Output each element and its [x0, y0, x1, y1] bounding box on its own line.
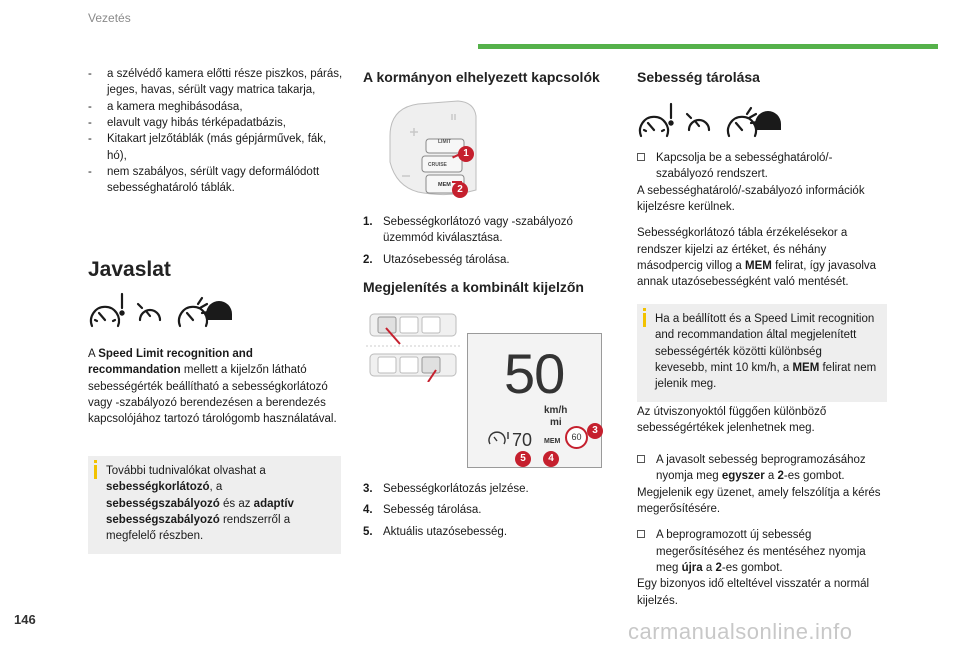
bold-term: MEM — [745, 259, 772, 272]
text-segment: a — [764, 470, 778, 483]
step-result: Egy bizonyos idő elteltével visszatér a normál kijelzés. — [637, 578, 870, 607]
checkbox-icon — [637, 153, 645, 161]
legend-text: Sebesség tárolása. — [383, 504, 482, 517]
step-2 — [637, 452, 887, 485]
mem-label: MEM — [438, 182, 451, 188]
text-segment: felirat nem jelenik meg. — [655, 361, 877, 391]
program-instructions — [637, 452, 887, 609]
mem-indicator: MEM — [544, 438, 561, 445]
set-speed-value: 70 — [512, 430, 533, 450]
info-note-box — [637, 304, 887, 402]
callout-1: 1 — [458, 146, 474, 162]
text-segment: mellett a kijelzőn látható sebességérték beállítható a sebességkorlátozó vagy -szabályozó berendezésen a berendezés kapcsolójához tartozó tárológomb használatával. — [88, 364, 337, 426]
callout-2: 2 — [452, 182, 468, 198]
speedometer-icons — [637, 100, 797, 144]
bold-term: 2 — [715, 561, 722, 574]
list-item: - a kamera meghibásodása, — [88, 99, 343, 115]
section-title-steering-switches: A kormányon elhelyezett kapcsolók — [363, 69, 600, 85]
recommendation-paragraph — [88, 346, 345, 428]
speed-limit-icons — [88, 290, 248, 334]
text-segment: rendszerről a megfelelő részben. — [106, 513, 291, 543]
callout-3: 3 — [587, 423, 603, 439]
limit-label: LIMIT — [438, 139, 452, 145]
bold-term: MEM — [792, 361, 820, 374]
display-legend — [363, 481, 603, 545]
section-title-combined-display: Megjelenítés a kombinált kijelzőn — [363, 279, 584, 295]
section-accent-bar — [478, 44, 938, 49]
step-text: Kapcsolja be a sebességhatároló/-szabályozó rendszert. — [656, 152, 833, 181]
condition-list-block — [88, 66, 343, 197]
speed-unit-mi: mi — [550, 417, 562, 428]
info-icon — [94, 465, 97, 479]
bold-term: sebességkorlátozó — [106, 481, 210, 494]
text-segment: Ha a beállított és a Speed Limit recognition and recommandation által megjelenített sebességérték közötti különbség kevesebb, mint 10 km/h, a — [655, 313, 875, 374]
list-item: - nem szabályos, sérült vagy deformálódott sebességhatároló táblák. — [88, 164, 343, 197]
legend-item — [363, 214, 603, 247]
legend-item — [363, 524, 603, 540]
cluster-switches — [366, 312, 460, 382]
legend-item — [363, 502, 603, 518]
text-segment: További tudnivalókat olvashat a — [106, 465, 266, 477]
info-icon — [643, 313, 646, 327]
legend-item — [363, 252, 603, 268]
feature-name: Speed Limit recognition and recommandation — [88, 348, 253, 377]
legend-text: Sebességkorlátozó vagy -szabályozó üzemmód kiválasztása. — [383, 216, 573, 245]
checkbox-icon — [637, 530, 645, 538]
bold-term: 2 — [777, 470, 784, 483]
text-segment: -es gombot. — [721, 561, 783, 574]
page-number: 146 — [14, 612, 36, 627]
section-header: Vezetés — [88, 11, 131, 25]
step-3 — [637, 527, 887, 576]
condition-list — [88, 66, 343, 197]
steering-switch-illustration — [388, 96, 488, 198]
speed-unit-kmh: km/h — [544, 405, 568, 416]
list-item: - elavult vagy hibás térképadatbázis, — [88, 115, 343, 131]
legend-item — [363, 481, 603, 497]
cruise-label: CRUISE — [428, 162, 447, 168]
bold-term: egyszer — [721, 470, 765, 483]
detection-paragraph — [637, 225, 887, 290]
instrument-cluster-display — [467, 333, 602, 468]
watermark: carmanualsonline.info — [628, 619, 853, 644]
speed-storage-icons — [637, 100, 797, 144]
step-result: Megjelenik egy üzenet, amely felszólítja a kérés megerősítésére. — [637, 486, 881, 515]
text-segment: és az — [219, 497, 254, 510]
text-segment: , a — [209, 481, 223, 494]
cluster-switch-illustration — [366, 312, 460, 382]
text-segment: A — [88, 348, 99, 360]
text-segment: Sebességkorlátozó tábla érzékelésekor a rendszer kijelzi az értéket, és néhány másodpercig villog a — [637, 227, 848, 272]
speedometer-icons — [88, 290, 248, 334]
list-item: - Kitakart jelzőtáblák (más gépjárművek, fák, hó), — [88, 131, 343, 164]
text-segment: A beprogramozott új sebesség megerősítéséhez és mentéséhez nyomja meg — [656, 529, 866, 574]
section-title-javaslat: Javaslat — [88, 258, 171, 281]
step-result: A sebességhatároló/-szabályozó információk kijelzésre kerülnek. — [637, 184, 865, 213]
legend-number: 4. — [363, 504, 373, 517]
bold-term: sebességszabályozó — [106, 497, 220, 510]
list-item: - a szélvédő kamera előtti része piszkos, párás, jeges, havas, sérült vagy matrica takarja, — [88, 66, 343, 99]
callout-4: 4 — [543, 451, 559, 467]
text-segment: -es gombot. — [783, 470, 845, 483]
bold-term: adaptív sebességszabályozó — [106, 497, 294, 526]
legend-text: Utazósebesség tárolása. — [383, 253, 510, 266]
legend-text: Sebességkorlátozás jelzése. — [383, 483, 529, 495]
cruise-speed-icon — [488, 430, 512, 446]
speed-limit-sign: 60 — [565, 426, 588, 449]
text-segment: felirat, így javasolva annak utazósebességként való mentését. — [637, 259, 877, 289]
legend-text: Aktuális utazósebesség. — [383, 525, 508, 538]
current-speed-value: 50 — [504, 342, 565, 405]
callout-5: 5 — [515, 451, 531, 467]
road-conditions-paragraph: Az útviszonyoktól függően különböző sebességértékek jelenhetnek meg. — [637, 406, 827, 435]
legend-number: 3. — [363, 483, 373, 495]
legend-number: 1. — [363, 216, 373, 228]
checkbox-icon — [637, 455, 645, 463]
info-note-box — [88, 456, 341, 554]
bold-term: újra — [681, 561, 703, 574]
section-title-speed-storage: Sebesség tárolása — [637, 69, 760, 85]
text-segment: a — [702, 561, 716, 574]
text-segment: A javasolt sebesség beprogramozásához nyomja meg — [656, 454, 866, 483]
legend-number: 2. — [363, 253, 373, 266]
storage-instructions — [637, 150, 887, 291]
step-1 — [637, 150, 887, 183]
legend-number: 5. — [363, 525, 373, 538]
switch-legend — [363, 214, 603, 273]
